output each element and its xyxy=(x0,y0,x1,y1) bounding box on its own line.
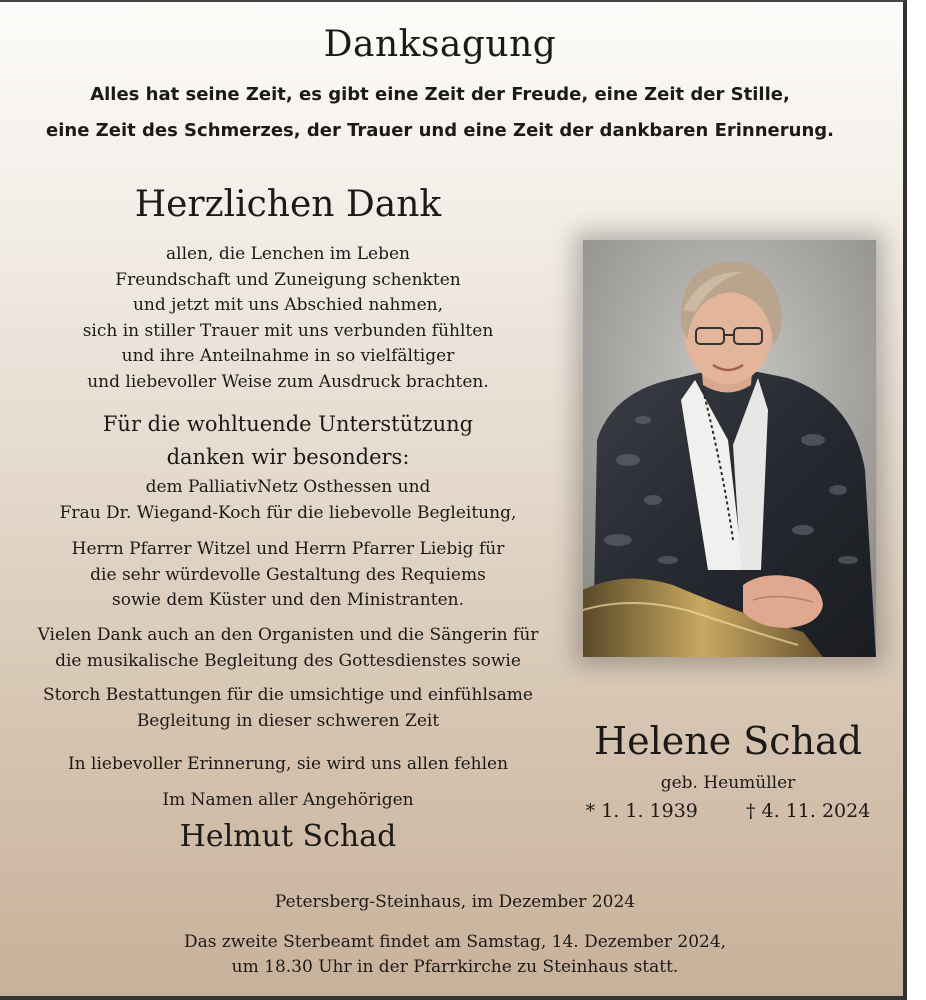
priest-line: die sehr würdevolle Gestaltung des Requiems xyxy=(90,564,486,585)
support-heading-line-2: danken wir besonders: xyxy=(166,445,410,469)
mass-line-2: um 18.30 Uhr in der Pfarrkirche zu Steinhaus statt. xyxy=(231,957,679,977)
signer-name: Helmut Schad xyxy=(179,819,397,854)
funeral-paragraph xyxy=(18,683,558,734)
priest-line: sowie dem Küster und den Ministranten. xyxy=(111,590,465,610)
place-date: Petersberg-Steinhaus, im Dezember 2024 xyxy=(274,892,636,912)
support-heading-line-1: Für die wohltuende Unterstützung xyxy=(102,412,474,436)
death-date: † 4. 11. 2024 xyxy=(746,800,871,822)
thanks-line: Freundschaft und Zuneigung schenkten xyxy=(115,269,461,290)
thanks-line: und liebevoller Weise zum Ausdruck brachten. xyxy=(87,371,489,392)
funeral-line: Begleitung in dieser schweren Zeit xyxy=(136,710,440,731)
support-line: dem PalliativNetz Osthessen und xyxy=(145,477,431,497)
organist-line: Vielen Dank auch an den Organisten und die Sängerin für xyxy=(37,625,539,645)
priest-line: Herrn Pfarrer Witzel und Herrn Pfarrer Liebig für xyxy=(71,539,505,559)
support-line: Frau Dr. Wiegand-Koch für die liebevolle Begleitung, xyxy=(59,502,517,523)
relatives-line: Im Namen aller Angehörigen xyxy=(162,790,414,810)
thanks-line: allen, die Lenchen im Leben xyxy=(166,244,410,264)
memory-line: In liebevoller Erinnerung, sie wird uns allen fehlen xyxy=(67,754,509,774)
mass-notice xyxy=(0,930,907,980)
priest-paragraph xyxy=(18,537,558,614)
mass-line-1: Das zweite Sterbeamt findet am Samstag, 14. Dezember 2024, xyxy=(183,932,727,952)
organist-line: die musikalische Begleitung des Gottesdienstes sowie xyxy=(55,650,521,671)
page-title: Danksagung xyxy=(323,24,557,65)
deceased-name: Helene Schad xyxy=(593,719,863,763)
thanks-paragraph xyxy=(18,242,558,395)
motto-line-2: eine Zeit des Schmerzes, der Trauer und eine Zeit der dankbaren Erinnerung. xyxy=(46,120,834,141)
thanks-line: und ihre Anteilnahme in so vielfältiger xyxy=(121,346,455,366)
funeral-line: Storch Bestattungen für die umsichtige und einfühlsame xyxy=(43,685,533,705)
maiden-name: geb. Heumüller xyxy=(660,773,796,793)
portrait-photo xyxy=(583,240,876,657)
thanks-heading xyxy=(18,185,558,225)
organist-paragraph xyxy=(18,623,558,674)
birth-date: * 1. 1. 1939 xyxy=(585,800,698,822)
thanks-heading-text: Herzlichen Dank xyxy=(134,184,442,225)
support-heading xyxy=(18,408,558,474)
life-dates xyxy=(568,800,888,822)
thanks-line: sich in stiller Trauer mit uns verbunden fühlten xyxy=(82,320,494,341)
motto-line-1: Alles hat seine Zeit, es gibt eine Zeit der Freude, eine Zeit der Stille, xyxy=(90,84,790,105)
thanks-line: und jetzt mit uns Abschied nahmen, xyxy=(132,295,444,315)
support-paragraph xyxy=(18,475,558,526)
